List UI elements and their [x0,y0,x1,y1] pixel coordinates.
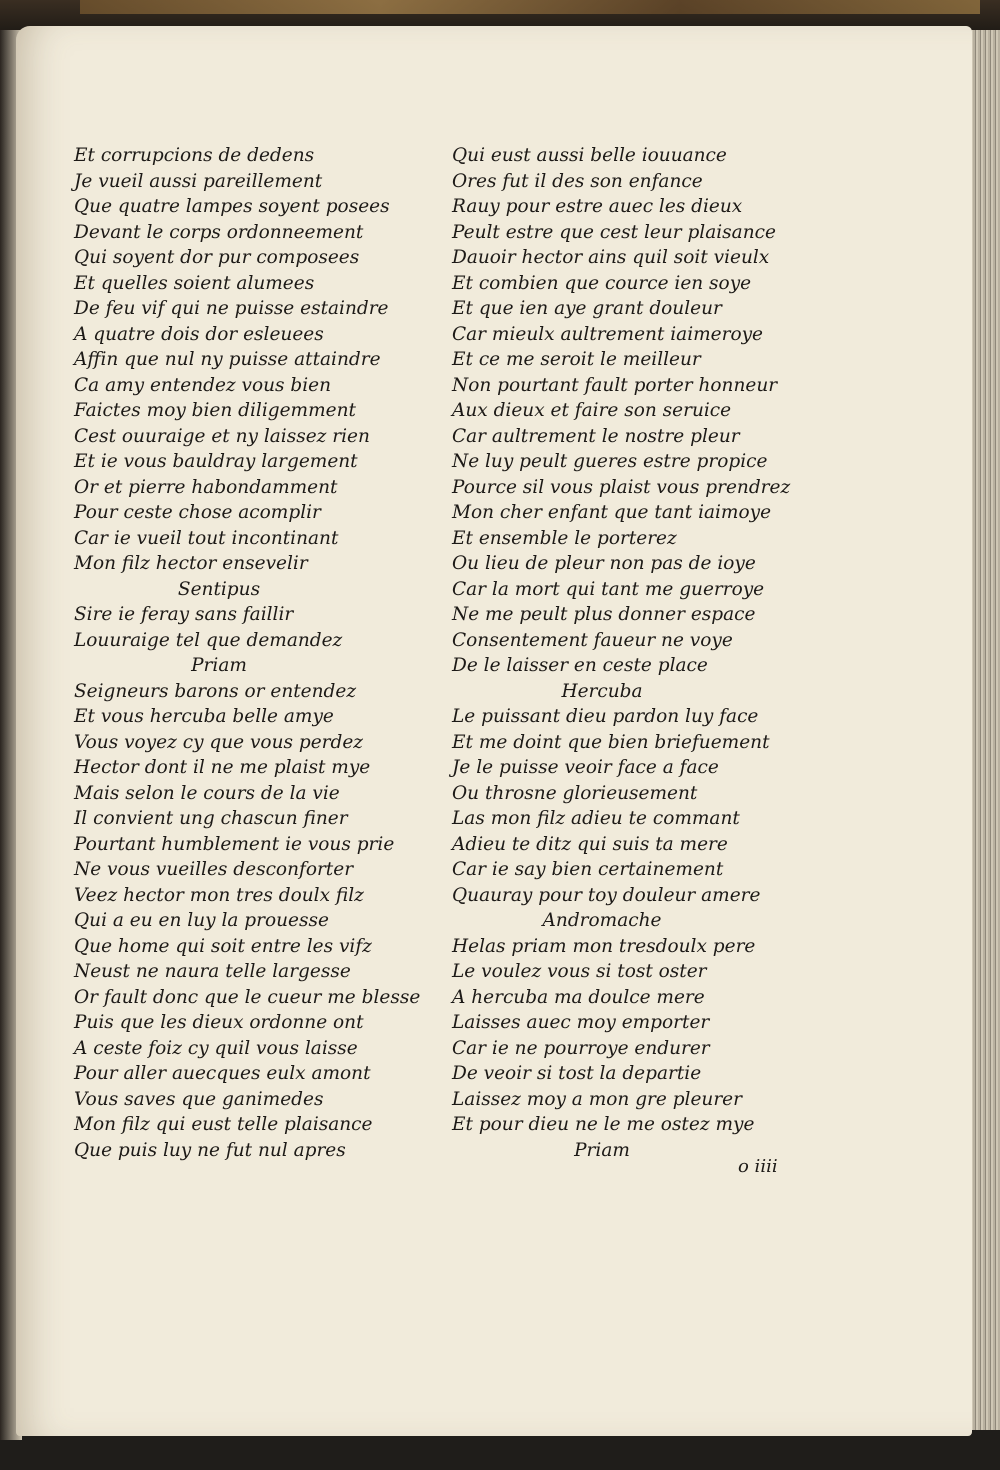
verse-line: Car ie vueil tout incontinant [74,527,339,549]
verse-line: Et que ien aye grant douleur [452,298,722,319]
verse-line: Pource sil vous plaist vous prendrez [452,476,791,498]
verse-line: Ne me peult plus donner espace [452,604,756,625]
verse-line: Vous voyez cy que vous perdez [74,731,364,753]
verse-line: Seigneurs barons or entendez [74,680,357,702]
verse-line: Ne vous vueilles desconforter [74,859,354,880]
verse-line: Et corrupcions de dedens [74,145,315,166]
verse-line: A ceste foiz cy quil vous laisse [74,1037,358,1059]
verse-line: Pour aller auecques eulx amont [74,1063,371,1084]
verse-line: Le puissant dieu pardon luy face [452,706,759,727]
verse-line: Ou lieu de pleur non pas de ioye [452,553,756,574]
verse-line: Laissez moy a mon gre pleurer [452,1088,742,1110]
verse-line: Mon filz qui eust telle plaisance [74,1114,373,1135]
verse-line: Adieu te ditz qui suis ta mere [452,833,728,855]
verse-line: Devant le corps ordonneement [74,221,364,243]
verse-line: Qui eust aussi belle iouuance [452,145,727,166]
verse-line: Las mon filz adieu te commant [452,808,740,829]
speaker-name: Priam [574,1139,630,1161]
verse-line: Je le puisse veoir face a face [452,757,719,778]
verse-line: Puis que les dieux ordonne ont [74,1012,364,1033]
verse-line: Ca amy entendez vous bien [74,374,332,396]
verse-line: Or fault donc que le cueur me blesse [74,986,421,1008]
verse-line: Et combien que cource ien soye [452,272,752,294]
verse-line: Car ie say bien certainement [452,859,724,880]
verse-line: Cest ouuraige et ny laissez rien [74,425,370,447]
verse-line: Consentement faueur ne voye [452,629,733,651]
verse-line: Et quelles soient alumees [74,272,315,294]
verse-line: Que puis luy ne fut nul apres [74,1139,346,1161]
verse-line: Hector dont il ne me plaist mye [74,757,371,778]
verse-line: Mon filz hector ensevelir [74,553,308,574]
verse-line: Car aultrement le nostre pleur [452,425,740,447]
speaker-name: Hercuba [561,680,643,702]
verse-line: Helas priam mon tresdoulx pere [452,935,756,957]
verse-line: Veez hector mon tres doulx filz [74,884,364,906]
verse-line: Car mieulx aultrement iaimeroye [452,323,764,345]
verse-line: Que quatre lampes soyent posees [74,196,390,217]
verse-line: De le laisser en ceste place [452,655,708,676]
verse-line: Le voulez vous si tost oster [452,961,707,982]
speaker-name: Priam [191,655,247,676]
verse-line: Il convient ung chascun finer [74,808,348,829]
verse-line: A hercuba ma doulce mere [452,986,705,1008]
verse-line: Que home qui soit entre les vifz [74,935,372,957]
verse-line: De feu vif qui ne puisse estaindre [74,298,389,319]
verse-line: Faictes moy bien diligemment [74,400,356,421]
verse-line: Ou throsne glorieusement [452,782,698,804]
verse-line: Aux dieux et faire son seruice [452,400,732,421]
verse-line: Neust ne naura telle largesse [74,961,351,982]
verse-line: Qui a eu en luy la prouesse [74,910,329,931]
verse-line: Affin que nul ny puisse attaindre [74,349,381,370]
verse-line: De veoir si tost la departie [452,1063,702,1084]
verse-line: Rauy pour estre auec les dieux [452,196,743,217]
verse-line: Pourtant humblement ie vous prie [74,833,395,855]
verse-line: Car ie ne pourroye endurer [452,1037,710,1059]
verse-line: Ores fut il des son enfance [452,170,703,192]
gilt-edge [80,0,980,14]
verse-line: Et pour dieu ne le me ostez mye [452,1114,755,1135]
verse-line: Pour ceste chose acomplir [74,502,321,523]
verse-line: Et vous hercuba belle amye [74,706,334,727]
verse-line: Dauoir hector ains quil soit vieulx [452,247,770,268]
verse-line: Car la mort qui tant me guerroye [452,578,765,600]
verse-line: Louuraige tel que demandez [74,629,343,651]
speaker-name: Andromache [542,910,662,931]
left-text-column [74,143,420,1163]
verse-line: Mais selon le cours de la vie [74,782,340,804]
verse-line: Mon cher enfant que tant iaimoye [452,502,772,523]
verse-line: Et ce me seroit le meilleur [452,349,701,370]
verse-line: Quauray pour toy douleur amere [452,884,761,906]
verse-line: Laisses auec moy emporter [452,1012,710,1033]
verse-line: Et ensemble le porterez [452,527,677,549]
verse-line: Et me doint que bien briefuement [452,731,770,753]
verse-line: Je vueil aussi pareillement [74,170,323,192]
signature-mark: o iiii [738,1156,778,1177]
verse-line: Peult estre que cest leur plaisance [452,221,776,243]
verse-line: Or et pierre habondamment [74,476,338,498]
verse-line: Et ie vous bauldray largement [74,451,358,472]
verse-line: Ne luy peult gueres estre propice [452,451,768,472]
verse-line: Vous saves que ganimedes [74,1088,324,1110]
verse-line: Sire ie feray sans faillir [74,604,294,625]
verse-line: Qui soyent dor pur composees [74,247,360,268]
right-text-column [452,143,790,1163]
speaker-name: Sentipus [177,578,261,600]
verse-line: Non pourtant fault porter honneur [452,374,778,396]
verse-line: A quatre dois dor esleuees [74,323,324,345]
